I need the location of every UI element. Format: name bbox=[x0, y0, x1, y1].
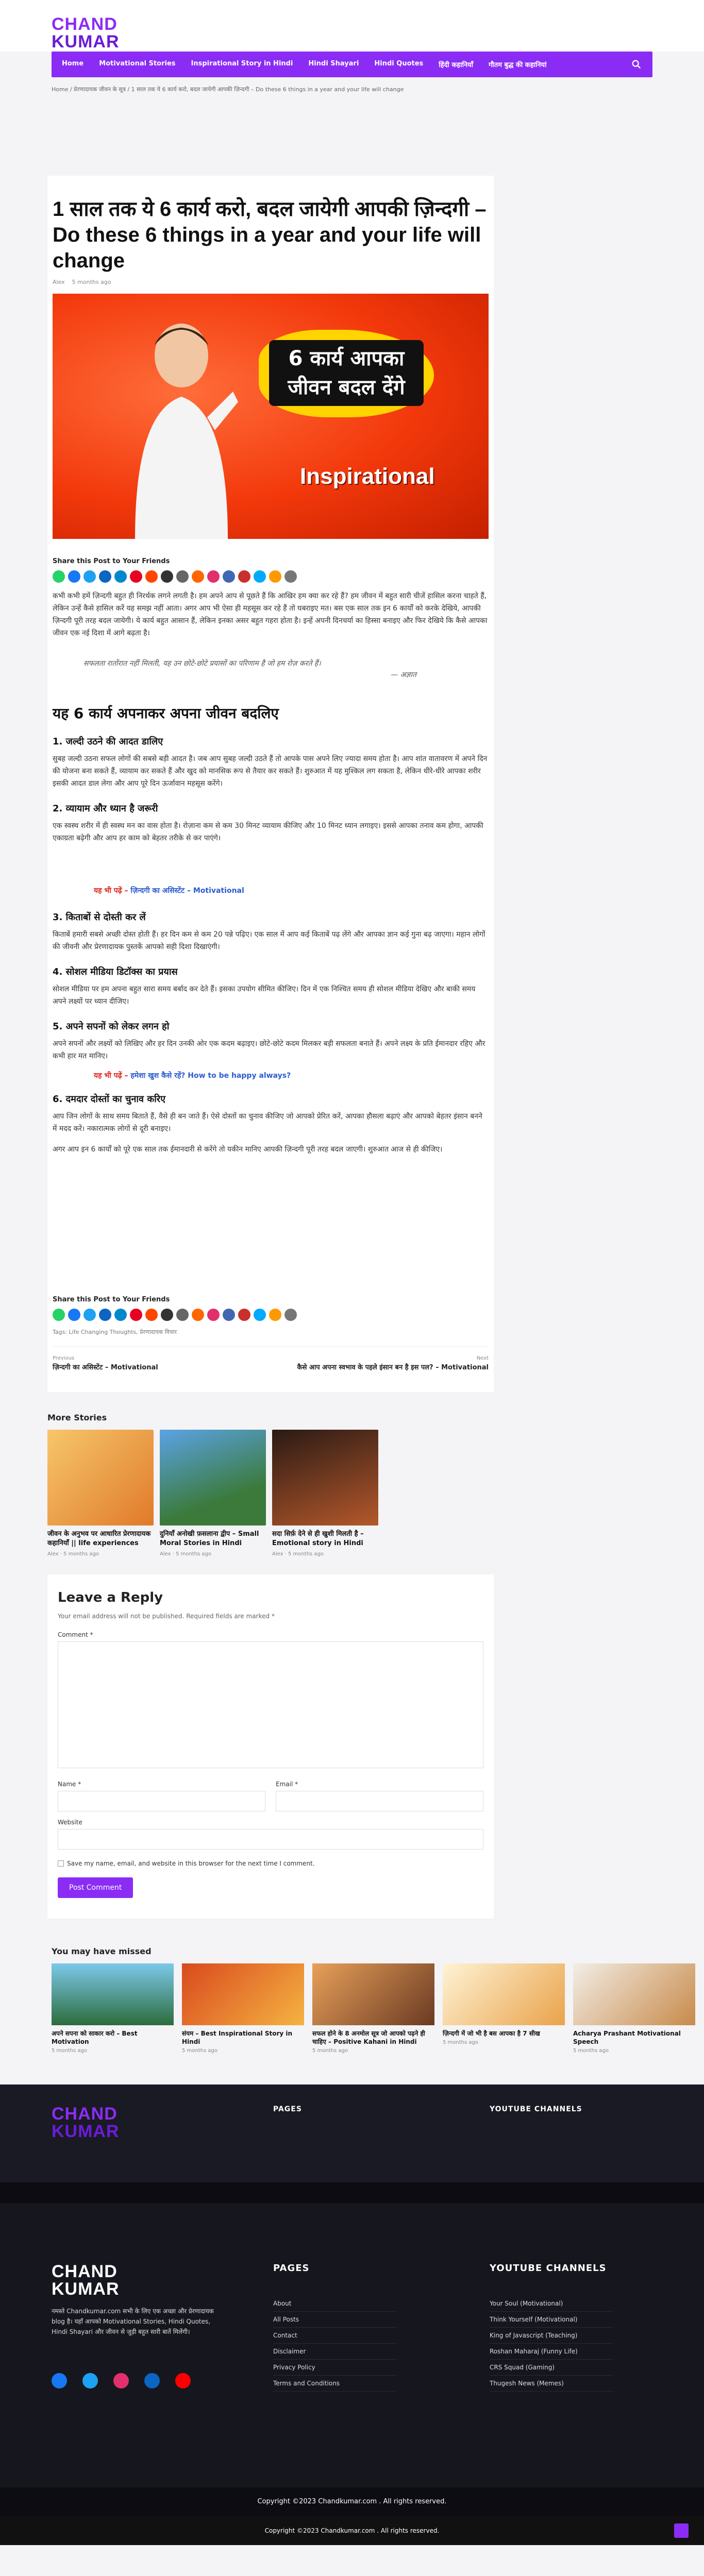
facebook-icon[interactable] bbox=[52, 2373, 67, 2388]
missed-thumbnail bbox=[52, 1963, 174, 2025]
missed-card-meta: 5 months ago bbox=[52, 2048, 87, 2054]
quote-text: सफलता रातोंरात नहीं मिलती, यह उन छोटे-छोटे प्रयासों का परिणाम है जो हम रोज़ करते हैं। bbox=[83, 659, 321, 668]
nav-item-hindi-shayari[interactable]: Hindi Shayari bbox=[308, 60, 359, 67]
missed-card[interactable] bbox=[52, 1963, 174, 2054]
website-field[interactable] bbox=[58, 1829, 483, 1850]
section-6-text: आप जिन लोगों के साथ समय बिताते हैं, वैसे ही बन जाते हैं। ऐसे दोस्तों का चुनाव कीजिए जो आपको प्रेरित करें, आपका हौसला बढ़ाएं और आपको बेहतर इंसान बनने में मदद करें। नकारात्मक लोगों से दूरी बनाइए। bbox=[53, 1112, 482, 1133]
more-stories bbox=[47, 1413, 494, 1557]
share-icon[interactable] bbox=[83, 570, 96, 583]
instagram-icon[interactable] bbox=[113, 2373, 129, 2388]
footer-pages-title: PAGES bbox=[273, 2263, 310, 2274]
youtube-channel-link[interactable]: Think Yourself (Motivational) bbox=[490, 2312, 613, 2328]
previous-post-link[interactable] bbox=[53, 1354, 158, 1371]
person-illustration bbox=[125, 314, 238, 539]
share-icon[interactable] bbox=[284, 570, 297, 583]
share-icon[interactable] bbox=[254, 1309, 266, 1321]
article-spacer bbox=[53, 1164, 489, 1277]
next-post-link[interactable] bbox=[297, 1354, 489, 1371]
story-card[interactable] bbox=[272, 1430, 378, 1557]
share-icon[interactable] bbox=[176, 1309, 189, 1321]
story-meta: Alex · 5 months ago bbox=[160, 1551, 212, 1557]
share-icon[interactable] bbox=[223, 570, 235, 583]
post-date: 5 months ago bbox=[72, 279, 111, 285]
search-icon[interactable] bbox=[631, 59, 642, 70]
share-icon[interactable] bbox=[99, 1309, 111, 1321]
share-icon[interactable] bbox=[53, 570, 65, 583]
section-2-title: 2. व्यायाम और ध्यान है जरूरी bbox=[53, 803, 158, 814]
name-field[interactable] bbox=[58, 1791, 265, 1811]
share-icon[interactable] bbox=[99, 570, 111, 583]
related-link-2[interactable] bbox=[94, 1071, 489, 1080]
footer-widgets-top bbox=[0, 2084, 704, 2182]
share-icon[interactable] bbox=[176, 570, 189, 583]
comment-label: Comment * bbox=[58, 1631, 93, 1638]
missed-card[interactable] bbox=[573, 1963, 695, 2054]
share-icon[interactable] bbox=[130, 570, 142, 583]
site-header bbox=[0, 0, 704, 52]
share-icon[interactable] bbox=[254, 570, 266, 583]
nav-item-inspirational-story[interactable]: Inspirational Story in Hindi bbox=[191, 60, 293, 67]
comment-field[interactable] bbox=[58, 1641, 483, 1768]
copyright-bar: Copyright ©2023 Chandkumar.com . All rights reserved. bbox=[0, 2487, 704, 2516]
related-title[interactable]: ज़िन्दगी का असिस्टेंट – Motivational bbox=[130, 887, 244, 895]
twitter-icon[interactable] bbox=[82, 2373, 98, 2388]
nav-item-motivational-stories[interactable]: Motivational Stories bbox=[99, 60, 176, 67]
post-author[interactable]: Alex bbox=[53, 279, 65, 285]
missed-card-title[interactable]: ज़िन्दगी में जो भी है बस आपका है 7 सीख bbox=[443, 2030, 540, 2037]
hero-heading: 6 कार्य आपका जीवन बदल देंगे bbox=[269, 340, 424, 406]
footer-logo-line-1: CHAND bbox=[52, 2262, 118, 2281]
share-icon[interactable] bbox=[223, 1309, 235, 1321]
article-quote bbox=[53, 655, 489, 684]
footer-link-terms[interactable]: Terms and Conditions bbox=[273, 2376, 397, 2392]
article-closing: अगर आप इन 6 कार्यों को पूरे एक साल तक ईमानदारी से करेंगे तो यकीन मानिए आपकी ज़िन्दगी पूरी तरह बदल जाएगी। शुरुआत आज से ही कीजिए। bbox=[53, 1145, 443, 1154]
share-icon[interactable] bbox=[207, 570, 220, 583]
social-links bbox=[52, 2373, 191, 2388]
footer-top-logo-line-2: KUMAR bbox=[52, 2122, 120, 2141]
missed-card-title[interactable]: सफल होने के 8 अनमोल सूत्र जो आपको पढ़ने ही चाहिए – Positive Kahani in Hindi bbox=[312, 2030, 425, 2045]
post-meta bbox=[53, 279, 489, 285]
share-icon[interactable] bbox=[130, 1309, 142, 1321]
share-title-bottom: Share this Post to Your Friends bbox=[53, 1296, 170, 1303]
footer-top-youtube-title: YOUTUBE CHANNELS bbox=[490, 2105, 582, 2113]
section-5-text: अपने सपनों और लक्ष्यों को लिखिए और हर दिन उनकी ओर एक कदम बढ़ाइए। छोटे-छोटे कदम मिलकर बड़ी सफलता बनाते हैं। अपने लक्ष्य के प्रति ईमानदार रहिए और कभी हार मत मानिए। bbox=[53, 1040, 485, 1060]
missed-card-meta: 5 months ago bbox=[443, 2040, 478, 2045]
footer-link-all-posts[interactable]: All Posts bbox=[273, 2312, 397, 2328]
article-intro: कभी कभी हमें ज़िन्दगी बहुत ही निरर्थक लगने लगती है। हम अपने आप से पूछते हैं कि आखिर हम क्या कर रहे हैं? हम जीवन में बहुत सारी चीजें हासिल करना चाहते हैं, लेकिन उन्हें कैसे हासिल करें यह समझ नहीं आता। अगर आप भी ऐसा ही महसूस कर रहे हैं तो घबराइए मत। बस एक साल तक इन 6 कार्यों को करके देखिये, आपकी ज़िन्दगी पूरी तरह बदल जायेगी। ये कार्य बहुत आसान हैं, लेकिन इनका असर बहुत गहरा होता है। इन्हें अपनी दिनचर्या का हिस्सा बनाइए और फिर देखिये कि कैसे आपका जीवन एक नई दिशा में आगे बढ़ता है। bbox=[53, 592, 488, 637]
footer-top-pages-title: PAGES bbox=[273, 2105, 302, 2113]
copyright-text-2: Copyright ©2023 Chandkumar.com . All rights reserved. bbox=[264, 2527, 440, 2534]
story-title[interactable]: जीवन के अनुभव पर आधारित प्रेरणादायक कहानियाँ || life experiences bbox=[47, 1530, 151, 1547]
related-title-2[interactable]: हमेशा खुश कैसे रहें? How to be happy always? bbox=[130, 1072, 291, 1080]
story-thumbnail bbox=[160, 1430, 266, 1526]
section-4-text: सोशल मीडिया पर हम अपना बहुत सारा समय बर्बाद कर देते हैं। इसका उपयोग सीमित कीजिए। दिन में एक निश्चित समय ही सोशल मीडिया देखिए और बाकी समय अपने लक्ष्यों पर ध्यान दीजिए। bbox=[53, 985, 476, 1006]
share-icon[interactable] bbox=[161, 1309, 173, 1321]
footer-link-about[interactable]: About bbox=[273, 2296, 397, 2312]
nav-item-hindi-quotes[interactable]: Hindi Quotes bbox=[374, 60, 424, 67]
share-buttons-bottom bbox=[53, 1309, 489, 1321]
section-1-title: 1. जल्दी उठने की आदत डालिए bbox=[53, 736, 163, 747]
share-icon[interactable] bbox=[145, 570, 158, 583]
hero-subtitle: Inspirational bbox=[300, 464, 435, 489]
related-prefix: यह भी पढ़ें – bbox=[94, 887, 128, 895]
story-meta: Alex · 5 months ago bbox=[272, 1551, 324, 1557]
youtube-channel-link[interactable]: King of Javascript (Teaching) bbox=[490, 2328, 613, 2344]
page-title: 1 साल तक ये 6 कार्य करो, बदल जायेगी आपकी ज़िन्दगी – Do these 6 things in a year and your life will change bbox=[53, 198, 487, 272]
section-3-text: किताबें हमारी सबसे अच्छी दोस्त होती हैं। हर दिन कम से कम 20 पन्ने पढ़िए। एक साल में आप कई किताबें पढ़ लेंगे और आपका ज्ञान कई गुना बढ़ जाएगा। महान लोगों की जीवनी और प्रेरणादायक पुस्तकें आपको सही दिशा दिखाएंगी। bbox=[53, 930, 485, 951]
prev-label: Previous bbox=[53, 1355, 75, 1361]
section-3-title: 3. किताबों से दोस्ती कर लें bbox=[53, 912, 146, 923]
share-icon[interactable] bbox=[284, 1309, 297, 1321]
youtube-channel-link[interactable]: Thugesh News (Memes) bbox=[490, 2376, 613, 2392]
share-icon[interactable] bbox=[238, 1309, 250, 1321]
share-icon[interactable] bbox=[68, 570, 80, 583]
share-buttons bbox=[53, 570, 489, 583]
linkedin-icon[interactable] bbox=[144, 2373, 160, 2388]
story-title[interactable]: सदा सिर्फ़ देने से ही खुशी मिलती है – Emotional story in Hindi bbox=[272, 1530, 364, 1547]
nav-item-home[interactable]: Home bbox=[62, 60, 84, 67]
breadcrumb[interactable]: Home / प्रेरणादायक जीवन के सूत्र / 1 साल तक ये 6 कार्य करो, बदल जायेगी आपकी ज़िन्दगी – Do these 6 things in a year and your life will change bbox=[52, 86, 404, 93]
story-meta: Alex · 5 months ago bbox=[47, 1551, 99, 1557]
scroll-to-top-button[interactable] bbox=[674, 2523, 689, 2538]
save-info-label: Save my name, email, and website in this browser for the next time I comment. bbox=[67, 1860, 315, 1867]
footer-logo[interactable] bbox=[52, 2263, 120, 2298]
name-label: Name * bbox=[58, 1781, 81, 1788]
footer-link-privacy[interactable]: Privacy Policy bbox=[273, 2360, 397, 2376]
missed-card[interactable] bbox=[182, 1963, 304, 2054]
footer-logo-line-2: KUMAR bbox=[52, 2279, 120, 2299]
footer-end bbox=[0, 2516, 704, 2545]
missed-thumbnail bbox=[312, 1963, 434, 2025]
save-info-row bbox=[58, 1860, 483, 1867]
main-nav bbox=[52, 52, 652, 77]
email-label: Email * bbox=[276, 1781, 298, 1788]
website-label: Website bbox=[58, 1819, 82, 1826]
nav-item-hindi-kahaniyan[interactable]: हिंदी कहानियाँ bbox=[439, 61, 474, 69]
section-2-text: एक स्वस्थ शरीर में ही स्वस्थ मन का वास होता है। रोज़ाना कम से कम 30 मिनट व्यायाम कीजिए और 10 मिनट ध्यान लगाइए। इससे आपका तनाव कम होगा, आपकी एकाग्रता बढ़ेगी और आप हर काम को बेहतर तरीके से कर पाएंगे। bbox=[53, 822, 483, 842]
share-icon[interactable] bbox=[269, 570, 281, 583]
footer-divider bbox=[0, 2182, 704, 2203]
footer-about: नमस्ते Chandkumar.com सभी के लिए एक अच्छा और प्रेरणादायक blog है। यहाँ आपको Motivational Stories, Hindi Quotes, Hindi Shayari और जीवन से जुड़ी बहुत सारी बातें मिलेंगी। bbox=[52, 2308, 214, 2335]
footer-youtube-title: YOUTUBE CHANNELS bbox=[490, 2263, 607, 2274]
missed-thumbnail bbox=[573, 1963, 695, 2025]
story-title[interactable]: दुनियाँ अनोखी फ़सलाना द्वीप – Small Moral Stories in Hindi bbox=[160, 1530, 259, 1547]
you-may-have-missed bbox=[52, 1946, 681, 2054]
footer-youtube-list bbox=[490, 2296, 613, 2392]
post-comment-button[interactable]: Post Comment bbox=[58, 1877, 133, 1898]
share-icon[interactable] bbox=[269, 1309, 281, 1321]
article bbox=[47, 176, 494, 1392]
section-heading: यह 6 कार्य अपनाकर अपना जीवन बदलिए bbox=[53, 705, 279, 722]
missed-card[interactable] bbox=[312, 1963, 434, 2054]
share-icon[interactable] bbox=[161, 570, 173, 583]
site-logo[interactable] bbox=[52, 15, 120, 50]
missed-thumbnail bbox=[443, 1963, 565, 2025]
share-icon[interactable] bbox=[145, 1309, 158, 1321]
story-card[interactable] bbox=[160, 1430, 266, 1557]
story-card[interactable] bbox=[47, 1430, 154, 1557]
missed-card-meta: 5 months ago bbox=[312, 2048, 348, 2054]
story-thumbnail bbox=[272, 1430, 378, 1526]
youtube-channel-link[interactable]: Roshan Maharaj (Funny Life) bbox=[490, 2344, 613, 2360]
nav-item-buddha-stories[interactable]: गौतम बुद्ध की कहानियां bbox=[489, 61, 547, 69]
logo-line-1: CHAND bbox=[52, 14, 118, 34]
missed-card-title[interactable]: संयम – Best Inspirational Story in Hindi bbox=[182, 2030, 293, 2045]
share-icon[interactable] bbox=[53, 1309, 65, 1321]
email-field[interactable] bbox=[276, 1791, 483, 1811]
next-label: Next bbox=[476, 1355, 489, 1361]
section-1-text: सुबह जल्दी उठना सफल लोगों की सबसे बड़ी आदत है। जब आप सुबह जल्दी उठते हैं तो आपके पास अपने लिए ज्यादा समय होता है। आप शांत वातावरण में अपने दिन की योजना बना सकते हैं, व्यायाम कर सकते हैं और खुद को मानसिक रूप से तैयार कर सकते हैं। शुरुआत में यह मुश्किल लग सकता है, लेकिन धीरे-धीरे आपका शरीर इसकी आदत डाल लेगा और आप पूरे दिन ऊर्जावान महसूस करेंगे। bbox=[53, 755, 488, 788]
share-title: Share this Post to Your Friends bbox=[53, 557, 170, 565]
youtube-channel-link[interactable]: Your Soul (Motivational) bbox=[490, 2296, 613, 2312]
footer-pages-list bbox=[273, 2296, 397, 2392]
share-icon[interactable] bbox=[83, 1309, 96, 1321]
more-stories-title: More Stories bbox=[47, 1413, 107, 1422]
section-6-title: 6. दमदार दोस्तों का चुनाव करिए bbox=[53, 1094, 166, 1105]
story-thumbnail bbox=[47, 1430, 154, 1526]
share-icon[interactable] bbox=[68, 1309, 80, 1321]
footer-link-disclaimer[interactable]: Disclaimer bbox=[273, 2344, 397, 2360]
post-navigation bbox=[53, 1346, 489, 1371]
logo-line-2: KUMAR bbox=[52, 32, 120, 52]
section-4-title: 4. सोशल मीडिया डिटॉक्स का प्रयास bbox=[53, 967, 178, 977]
quote-author: — अज्ञात bbox=[391, 671, 416, 679]
save-info-checkbox[interactable] bbox=[58, 1860, 64, 1867]
missed-card-meta: 5 months ago bbox=[573, 2048, 609, 2054]
reply-note: Your email address will not be published. Required fields are marked * bbox=[58, 1613, 275, 1620]
missed-card-title[interactable]: Acharya Prashant Motivational Speech bbox=[573, 2030, 681, 2045]
youtube-channel-link[interactable]: CRS Squad (Gaming) bbox=[490, 2360, 613, 2376]
related-link-1[interactable] bbox=[94, 886, 489, 895]
share-icon[interactable] bbox=[114, 1309, 127, 1321]
share-icon[interactable] bbox=[192, 1309, 204, 1321]
share-icon[interactable] bbox=[192, 570, 204, 583]
featured-image bbox=[53, 294, 489, 539]
share-icon[interactable] bbox=[238, 570, 250, 583]
footer-top-logo-line-1: CHAND bbox=[52, 2104, 118, 2124]
missed-card-meta: 5 months ago bbox=[182, 2048, 217, 2054]
missed-card[interactable] bbox=[443, 1963, 565, 2054]
youtube-icon[interactable] bbox=[175, 2373, 191, 2388]
reply-title: Leave a Reply bbox=[58, 1590, 163, 1605]
prev-title: ज़िन्दगी का असिस्टेंट – Motivational bbox=[53, 1364, 158, 1371]
next-title: कैसे आप अपना स्वभाव के पहले इंसान बन है इस पल? – Motivational bbox=[297, 1364, 489, 1371]
share-icon[interactable] bbox=[114, 570, 127, 583]
related-prefix-2: यह भी पढ़ें – bbox=[94, 1072, 128, 1080]
missed-thumbnail bbox=[182, 1963, 304, 2025]
footer-link-contact[interactable]: Contact bbox=[273, 2328, 397, 2344]
share-icon[interactable] bbox=[207, 1309, 220, 1321]
footer-top-logo[interactable] bbox=[52, 2105, 120, 2140]
missed-card-title[interactable]: अपने सपना को साकार करो – Best Motivation bbox=[52, 2030, 138, 2045]
comment-form bbox=[47, 1574, 494, 1919]
missed-title: You may have missed bbox=[52, 1946, 152, 1956]
section-5-title: 5. अपने सपनों को लेकर लगन हो bbox=[53, 1021, 170, 1032]
site-footer bbox=[0, 2203, 704, 2487]
post-tags[interactable]: Tags: Life Changing Thoughts, प्रेरणादायक विचार bbox=[53, 1329, 177, 1335]
